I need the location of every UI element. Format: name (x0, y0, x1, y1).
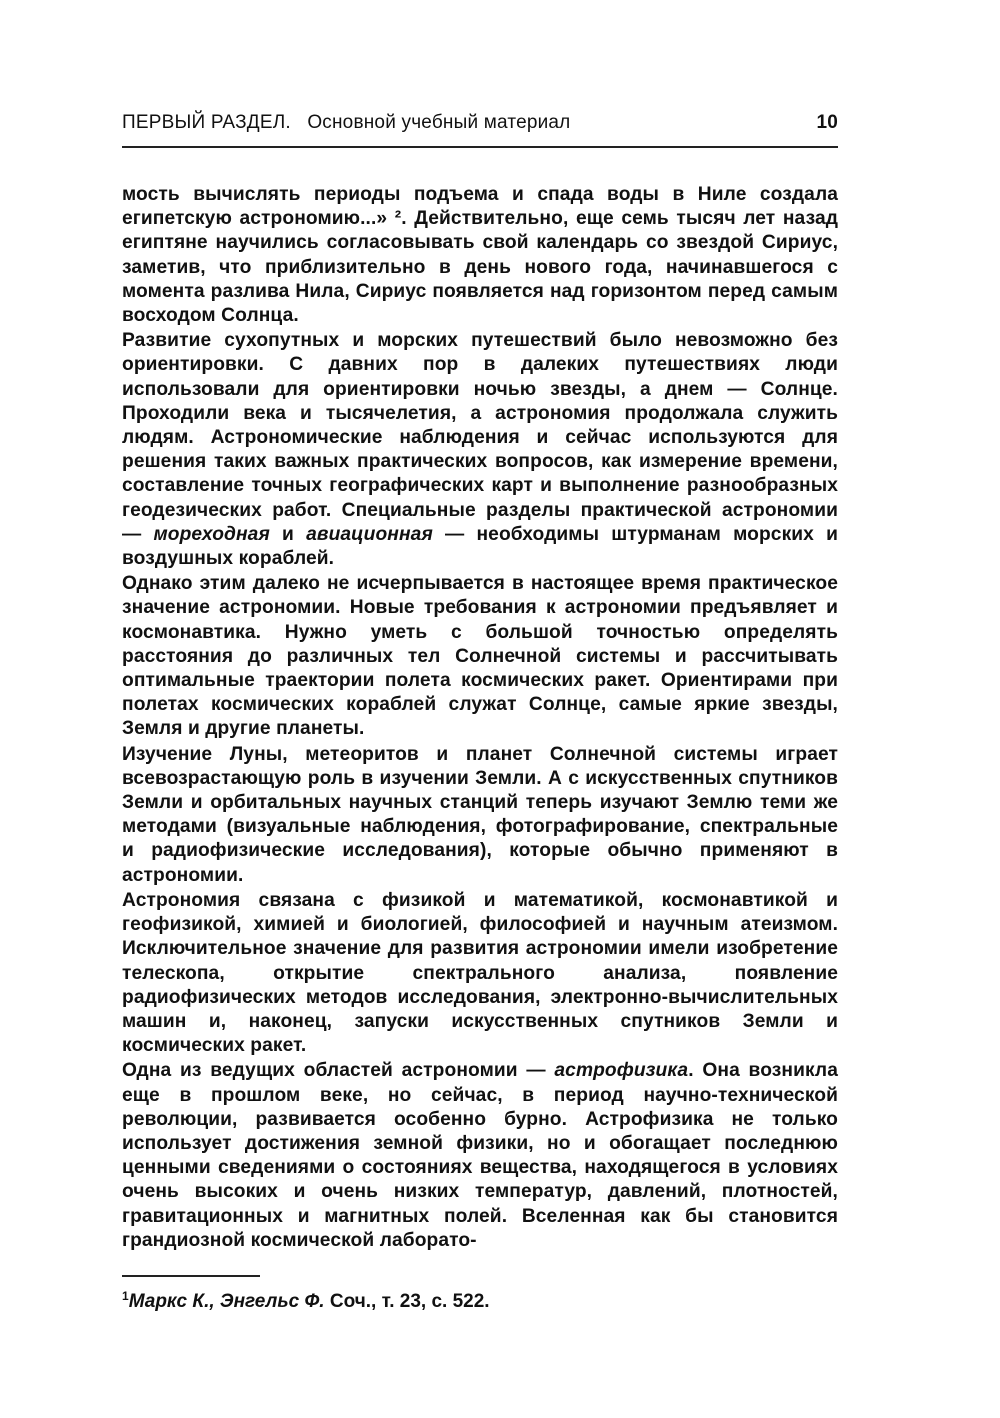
paragraph-6 (122, 1059, 838, 1253)
page-number: 10 (816, 112, 838, 133)
paragraph-3: Однако этим далеко не исчерпывается в настоящее время практическое значение астрономии. Новые требования к астрономии предъявляет и космонавтика. Нужно уметь с большой точностью определять расстояния до различных тел Солнечной системы и рассчитывать оптимальные траектории полета космических ракет. Ориентирами при полетах космических кораблей служат Солнце, самые яркие звезды, Земля и другие планеты. (122, 573, 838, 740)
footnote-authors: Маркс К., Энгельс Ф. (128, 1291, 325, 1312)
section-subtitle: Основной учебный материал (307, 112, 571, 133)
section-label: ПЕРВЫЙ РАЗДЕЛ. (122, 112, 291, 133)
paragraph-4: Изучение Луны, метеоритов и планет Солнечной системы играет всевозрастающую роль в изучении Земли. А с искусственных спутников Земли и орбитальных научных станций теперь изучают Землю теми же методами (визуальные наблюдения, фотографирование, спектральные и радиофизические исследования), которые обычно применяют в астрономии. (122, 743, 838, 886)
footnote-citation: Соч., т. 23, с. 522. (324, 1291, 490, 1312)
paragraph-2-end: — необходимы штурманам морских и воздушных кораблей. (122, 523, 839, 570)
running-head (122, 112, 838, 138)
paragraph-1: мость вычислять периоды подъема и спада воды в Ниле создала египетскую астрономию...» ². Действительно, еще семь тысяч лет назад египтяне научились согласовывать свой календарь со звездой Сириус, заметив, что приблизительно в день нового года, начинавшегося с момента разлива Нила, Сириус появляется над горизонтом перед самым восходом Солнца. (122, 184, 838, 327)
main-text (122, 183, 838, 1254)
footnote-divider (122, 1275, 260, 1277)
paragraph-6-end: . Она возникла еще в прошлом веке, но сейчас, в период научно-технической революции, развивается особенно бурно. Астрофизика не только использует достижения земной физики, но и обогащает последнюю ценными сведениями о состояниях вещества, находящегося в условиях очень высоких и очень низких температур, давлений, плотностей, гравитационных и магнитных полей. Вселенная как бы становится грандиозной космической лаборато- (122, 1060, 838, 1251)
paragraph-5: Астрономия связана с физикой и математикой, космонавтикой и геофизикой, химией и биологией, философией и научным атеизмом. Исключительное значение для развития астрономии имели изобретение телескопа, открытие спектрального анализа, появление радиофизических методов исследования, электронно-вычислительных машин и, наконец, запуски искусственных спутников Земли и космических ракет. (122, 889, 838, 1057)
footnote-marker: 1 (122, 1289, 129, 1303)
term-marine: мореходная (153, 523, 270, 545)
paragraph-2-start: Развитие сухопутных и морских путешествий было невозможно без ориентировки. С давних пор в далеких путешествиях люди использовали для ориентировки ночью звезды, а днем — Солнце. Проходили века и тысячелетия, а астрономия продолжала служить людям. Астрономические наблюдения и сейчас используются для решения таких важных практических вопросов, как измерение времени, составление точных географических карт и выполнение разнообразных геодезических работ. Специальные разделы практической астрономии — (122, 330, 838, 545)
paragraph-6-start: Одна из ведущих областей астрономии — (122, 1060, 555, 1082)
term-astrophysics: астрофизика (554, 1060, 689, 1082)
paragraph-2 (122, 329, 838, 571)
header-divider (122, 146, 838, 148)
term-aviation: авиационная (306, 523, 433, 545)
paragraph-2-mid: и (269, 523, 307, 545)
footnote (122, 1284, 838, 1314)
